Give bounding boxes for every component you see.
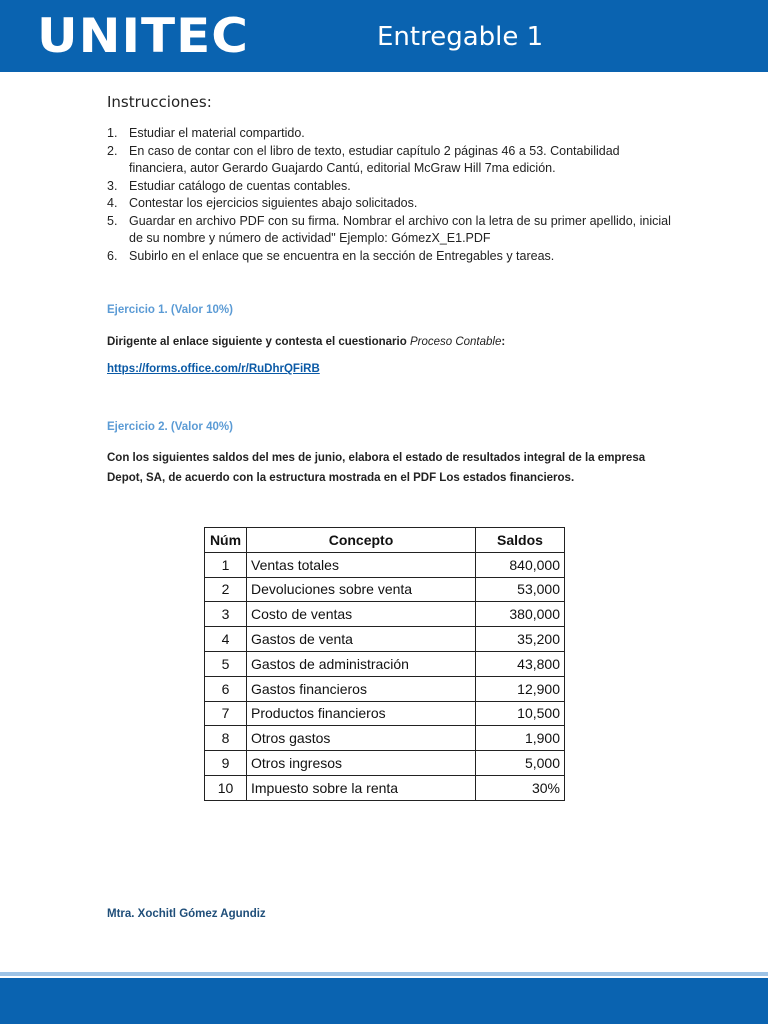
header-num: Núm bbox=[205, 528, 247, 553]
form-link[interactable]: https://forms.office.com/r/RuDhrQFiRB bbox=[107, 363, 320, 375]
footer-divider bbox=[0, 972, 768, 976]
table-row: 6 Gastos financieros 12,900 bbox=[205, 676, 565, 701]
balances-table bbox=[204, 527, 565, 801]
table-row: 7 Productos financieros 10,500 bbox=[205, 701, 565, 726]
page-title: Entregable 1 bbox=[377, 22, 544, 52]
author-signature: Mtra. Xochitl Gómez Agundiz bbox=[107, 908, 266, 920]
exercise1-heading: Ejercicio 1. (Valor 10%) bbox=[107, 304, 233, 316]
table-row: 1 Ventas totales 840,000 bbox=[205, 552, 565, 577]
header-saldos: Saldos bbox=[476, 528, 565, 553]
table-row: 9 Otros ingresos 5,000 bbox=[205, 751, 565, 776]
instructions-list bbox=[107, 125, 677, 265]
table-row: 3 Costo de ventas 380,000 bbox=[205, 602, 565, 627]
table-row: 4 Gastos de venta 35,200 bbox=[205, 627, 565, 652]
list-item: 1. Estudiar el material compartido. bbox=[107, 126, 305, 140]
list-item: 6. Subirlo en el enlace que se encuentra en la sección de Entregables y tareas. bbox=[107, 248, 555, 263]
list-item: 3. Estudiar catálogo de cuentas contables. bbox=[107, 178, 351, 193]
header-bar bbox=[0, 0, 768, 72]
table-header-row bbox=[205, 528, 565, 553]
header-concepto: Concepto bbox=[247, 528, 476, 553]
table-row: 2 Devoluciones sobre venta 53,000 bbox=[205, 577, 565, 602]
list-item: 4. Contestar los ejercicios siguientes abajo solicitados. bbox=[107, 196, 418, 210]
exercise1-text: Dirigente al enlace siguiente y contesta el cuestionario Proceso Contable: bbox=[107, 336, 506, 348]
exercise2-text: Con los siguientes saldos del mes de junio, elabora el estado de resultados integral de la empresa Depot, SA, de acuerdo con la estructura mostrada en el PDF Los estados financieros. bbox=[107, 452, 646, 484]
instructions-heading: Instrucciones: bbox=[107, 93, 212, 111]
exercise2-heading: Ejercicio 2. (Valor 40%) bbox=[107, 421, 233, 433]
table-row: 10 Impuesto sobre la renta 30% bbox=[205, 775, 565, 800]
list-item: 5. Guardar en archivo PDF con su firma. Nombrar el archivo con la letra de su primer apellido, inicial de su nombre y número de actividad" Ejemplo: GómezX_E1.PDF bbox=[107, 213, 671, 245]
footer-bar bbox=[0, 978, 768, 1024]
unitec-logo: UNITEC bbox=[37, 8, 250, 64]
list-item: 2. En caso de contar con el libro de texto, estudiar capítulo 2 páginas 46 a 53. Contabilidad financiera, autor Gerardo Guajardo Cantú, editorial McGraw Hill 7ma edición. bbox=[107, 143, 620, 175]
table-row: 5 Gastos de administración 43,800 bbox=[205, 651, 565, 676]
table-row: 8 Otros gastos 1,900 bbox=[205, 726, 565, 751]
